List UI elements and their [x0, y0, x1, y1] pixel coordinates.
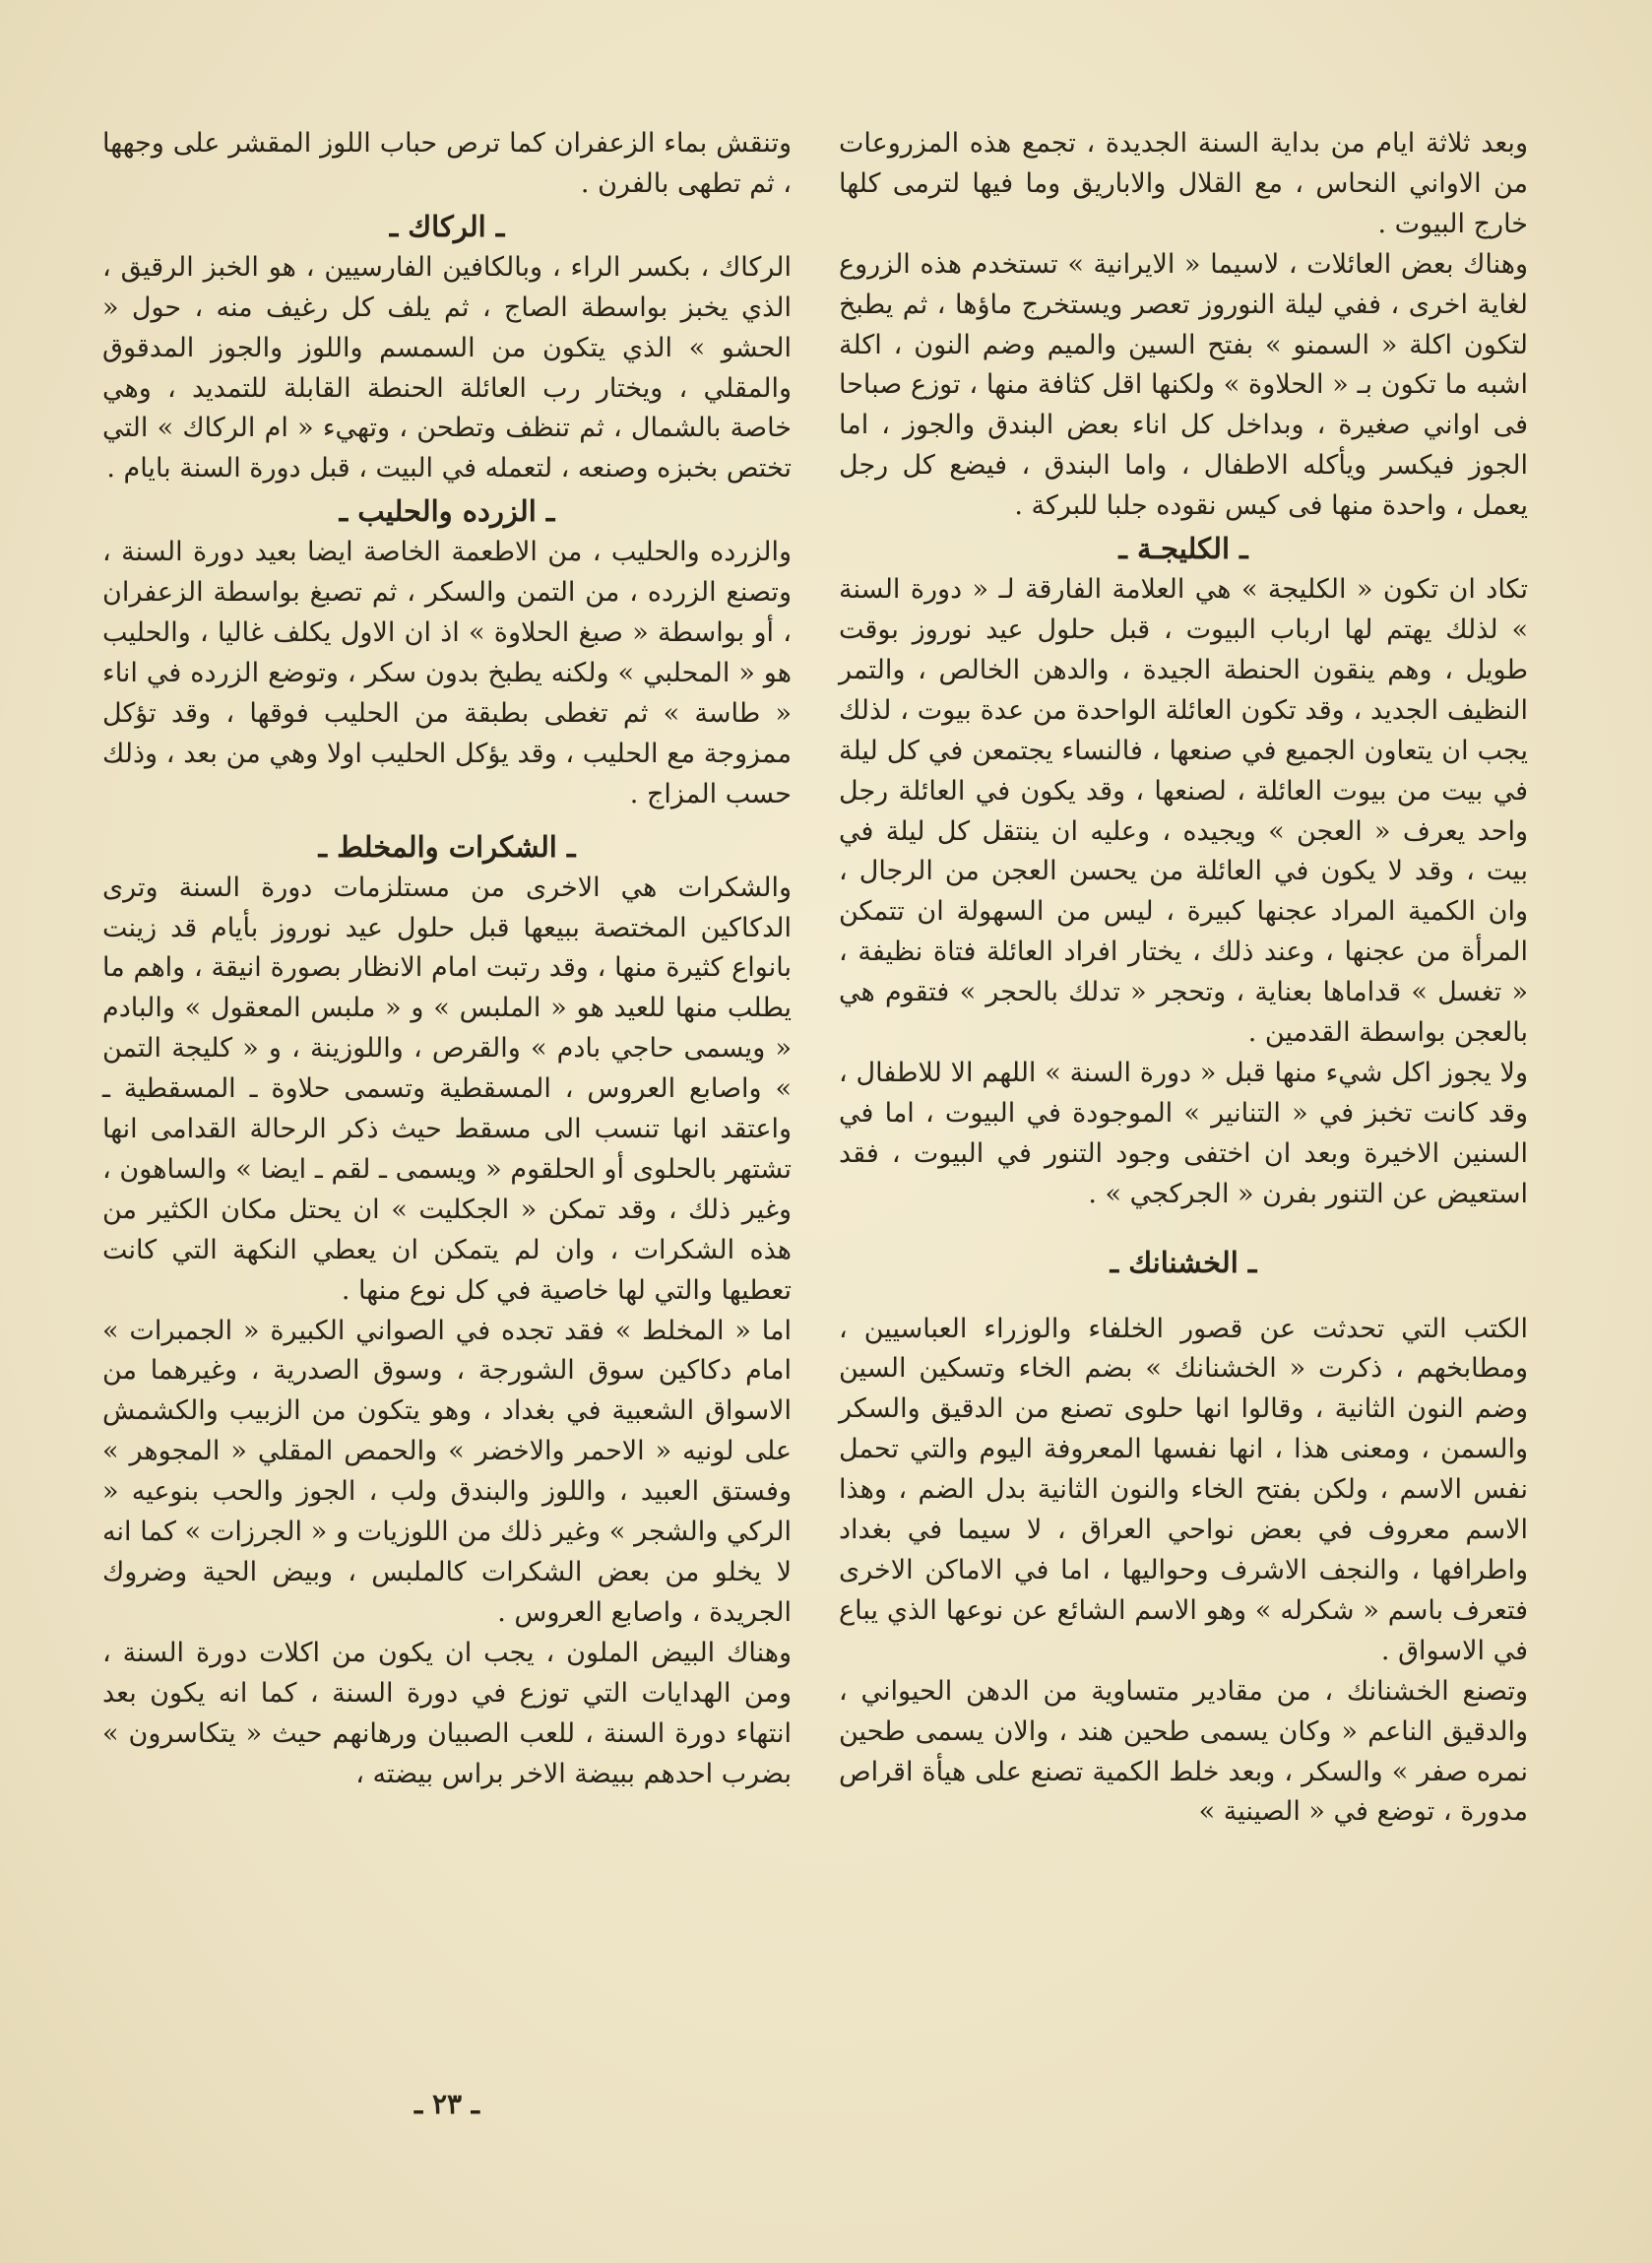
paragraph-khushnanak-end: وتنقش بماء الزعفران كما ترص حباب اللوز المقشر على وجهها ، ثم تطهى بالفرن .	[102, 128, 792, 199]
heading-khushnanak: ـ الخشنانك ـ	[1110, 1245, 1257, 1279]
left-column	[102, 124, 792, 1794]
paragraph-rekak: الركاك ، بكسر الراء ، وبالكافين الفارسيين ، هو الخبز الرقيق ، الذي يخبز بواسطة الصاج ، ثم يلف كل رغيف منه ، حول « الحشو » الذي يتكون من السمسم واللوز والجوز المدقوق والمقلي ، ويختار رب العائلة الحنطة القابلة للتمديد ، وهي خاصة بالشمال ، ثم تنظف وتطحن ، وتهيء « ام الركاك » التي تختص بخبزه وصنعه ، لتعمله في البيت ، قبل دورة السنة بايام .	[102, 251, 792, 485]
paragraph-kleicha-baking: ولا يجوز اكل شيء منها قبل « دورة السنة » اللهم الا للاطفال ، وقد كانت تخبز في « التنانير » الموجودة في البيوت ، اما في السنين الاخيرة وبعد ان اختفى وجود التنور في البيوت ، فقد استعيض عن التنور بفرن « الجركجي » .	[839, 1057, 1528, 1209]
paragraph-khushnanak-recipe: وتصنع الخشنانك ، من مقادير متساوية من الدهن الحيواني ، والدقيق الناعم « وكان يسمى طحين هند ، والان يسمى طحين نمره صفر » والسكر ، وبعد خلط الكمية تصنع على هيأة اقراص مدورة ، توضع في « الصينية »	[839, 1675, 1528, 1828]
heading-kleicha: ـ الكليجـة ـ	[1118, 532, 1248, 566]
paragraph-colored-eggs: وهناك البيض الملون ، يجب ان يكون من اكلات دورة السنة ، ومن الهدايات التي توزع في دورة السنة ، كما انه يكون بعد انتهاء دورة السنة ، للعب الصبيان ورهانهم حيث « يتكاسرون » بضرب احدهم ببيضة الاخر براس بيضته ،	[102, 1637, 792, 1789]
paragraph-samanu: وهناك بعض العائلات ، لاسيما « الايرانية » تستخدم هذه الزروع لغاية اخرى ، ففي ليلة النوروز تعصر ويستخرج ماؤها ، ثم يطبخ لتكون اكلة « السمنو » بفتح السين والميم وضم النون ، اكلة اشبه ما تكون بـ « الحلاوة » ولكنها اقل كثافة منها ، توزع صباحا فى اواني صغيرة ، وبداخل كل اناء بعض البندق والجوز ، اما الجوز فيكسر ويأكله الاطفال ، واما البندق ، فيضع كل رجل يعمل ، واحدة منها فى كيس نقوده جلبا للبركة .	[839, 248, 1528, 522]
paragraph-zarda-and-milk: والزرده والحليب ، من الاطعمة الخاصة ايضا بعيد دورة السنة ، وتصنع الزرده ، من التمن والسكر ، ثم تصبغ بواسطة الزعفران ، أو بواسطة « صبغ الحلاوة » اذ ان الاول يكلف غاليا ، والحليب هو « المحلبي » ولكنه يطبخ بدون سكر ، وتوضع الزرده في اناء « طاسة » ثم تغطى بطبقة من الحليب فوقها ، وقد تؤكل ممزوجة مع الحليب ، وقد يؤكل الحليب اولا وهي من بعد ، وذلك حسب المزاج .	[102, 537, 792, 809]
paragraph-khushnanak-history: الكتب التي تحدثت عن قصور الخلفاء والوزراء العباسيين ، ومطابخهم ، ذكرت « الخشنانك » بضم الخاء وتسكين السين وضم النون الثانية ، وقالوا انها حلوى تصنع من الدقيق والسكر والسمن ، ومعنى هذا ، انها نفسها المعروفة اليوم والتي تحمل نفس الاسم ، ولكن بفتح الخاء والنون الثانية بدل الضم ، وهذا الاسم معروف في بعض نواحي العراق ، لا سيما في بغداد واطرافها ، والنجف الاشرف وحواليها ، اما في الاماكن الاخرى فتعرف باسم « شكرله » وهو الاسم الشائع عن نوعها الذي يباع في الاسواق .	[839, 1313, 1528, 1666]
paragraph-mixed-nuts: اما « المخلط » فقد تجده في الصواني الكبيرة « الجمبرات » امام دكاكين سوق الشورجة ، وسوق الصدرية ، وغيرهما من الاسواق الشعبية في بغداد ، وهو يتكون من الزبيب والكشمش على لونيه « الاحمر والاخضر » والحمص المقلي « المجوهر » وفستق العبيد ، واللوز والبندق ولب ، الجوز والحب بنوعيه « الركي والشجر » وغير ذلك من اللوزيات و « الجرزات » كما انه لا يخلو من بعض الشكرات كالملبس ، وبيض الحية وضروك الجريدة ، واصابع العروس .	[102, 1315, 792, 1628]
paragraph-sweets: والشكرات هي الاخرى من مستلزمات دورة السنة وترى الدكاكين المختصة ببيعها قبل حلول عيد نوروز بأيام قد زينت بانواع كثيرة منها ، وقد رتبت امام الانظار بصورة انيقة ، واهم ما يطلب منها للعيد هو « الملبس » و « ملبس المعقول » والبادم « ويسمى حاجي بادم » والقرص ، واللوزينة ، و « كليجة التمن » واصابع العروس ، المسقطية وتسمى حلاوة ـ المسقطية ـ واعتقد انها تنسب الى مسقط حيث ذكر الرحالة القدامى انها تشتهر بالحلوى أو الحلقوم « ويسمى ـ لقم ـ ايضا » والساهون ، وغير ذلك ، وقد تمكن « الجكليت » ان يحتل مكان الكثير من هذه الشكرات ، وان لم يتمكن ان يعطي النكهة التي كانت تعطيها والتي لها خاصية في كل نوع منها .	[102, 872, 792, 1306]
heading-rekak: ـ الركاك ـ	[389, 209, 505, 243]
heading-zarda-and-milk: ـ الزرده والحليب ـ	[339, 494, 555, 529]
heading-sweets-and-mixed-nuts: ـ الشكرات والمخلط ـ	[318, 829, 576, 864]
page-number: ـ ٢٣ ـ	[414, 2088, 479, 2120]
right-column	[839, 124, 1528, 1833]
paragraph-new-year-plantings: وبعد ثلاثة ايام من بداية السنة الجديدة ، تجمع هذه المزروعات من الاواني النحاس ، مع القلال والاباريق وما فيها لترمى كلها خارج البيوت .	[839, 128, 1528, 239]
paragraph-kleicha: تكاد ان تكون « الكليجة » هي العلامة الفارقة لـ « دورة السنة » لذلك يهتم لها ارباب البيوت ، قبل حلول عيد نوروز بوقت طويل ، وهم ينقون الحنطة الجيدة ، والدهن الخالص ، والتمر النظيف الجديد ، وقد تكون العائلة الواحدة من عدة بيوت ، لذلك يجب ان يتعاون الجميع في صنعها ، فالنساء يجتمعن في كل ليلة في بيت من بيوت العائلة ، لصنعها ، وقد يكون في العائلة رجل واحد يعرف « العجن » ويجيده ، وعليه ان ينتقل كل ليلة في بيت ، وقد لا يكون في العائلة من يحسن العجن من الرجال ، وان الكمية المراد عجنها كبيرة ، ليس من السهولة ان تتمكن المرأة من عجنها ، وعند ذلك ، يختار افراد العائلة فتاة نظيفة ، « تغسل » قداماها بعناية ، وتحجر « تدلك بالحجر » فتقوم هي بالعجن بواسطة القدمين .	[839, 574, 1528, 1049]
